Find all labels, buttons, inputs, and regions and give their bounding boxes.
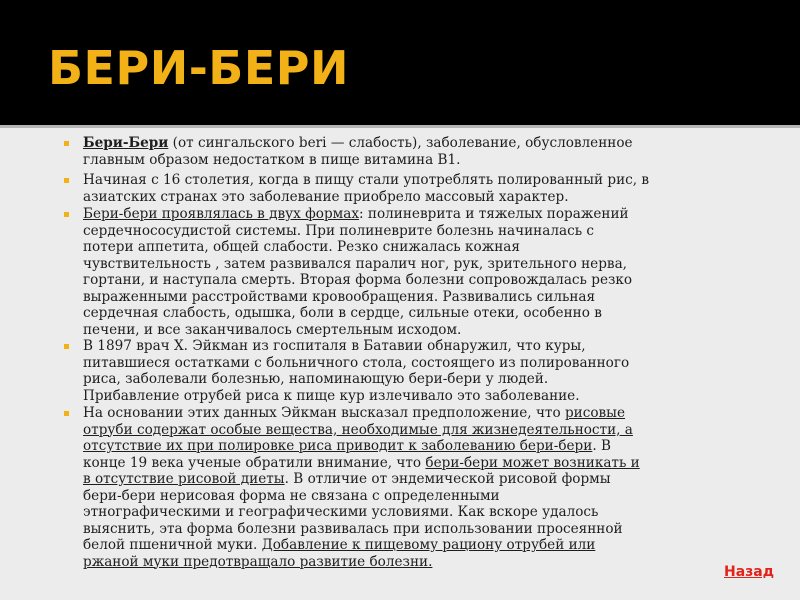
text-segment: . В [592,438,611,454]
bullet-line [83,537,595,553]
text-segment: потери аппетита, общей слабости. Резко снижалась кожная [83,239,520,255]
bullet-line [83,355,629,371]
text-segment: чувствительность , затем развивался паралич ног, рук, зрительного нерва, [83,255,628,272]
bullet-line [83,405,625,421]
bullet-line [83,223,594,239]
text-segment: сердечная слабость, одышка, боли в сердце, сильные отеки, особенно в [83,305,602,321]
bullet-line [83,388,580,404]
text-segment: этнографическими и географическими условиями. Как вскоре удалось [83,504,599,520]
bullet-line [83,322,461,338]
bullet-line [83,338,586,354]
bullet-line [83,152,460,168]
bullet-line [83,206,629,222]
text-segment: бери-бери нерисовая форма не связана с определенными [83,487,500,504]
underlined-text: отруби содержат особые вещества, необходимые для жизнедеятельности, а [83,421,633,438]
back-link[interactable]: Назад [724,564,775,580]
text-segment: В 1897 врач Х. Эйкман из госпиталя в Батавии обнаружил, что куры, [83,338,586,354]
underlined-text: Бери-бери проявлялась в двух формах [83,206,360,222]
underlined-text: бери-бери может возникать и [425,454,640,471]
text-segment: главным образом недостатком в пище витамина В1. [83,151,461,168]
text-segment: Прибавление отрубей риса к пище кур излечивало это заболевание. [83,387,580,404]
underlined-text: Добавление к пищевому рациону отрубей или [261,537,596,553]
bullet-line [83,422,633,438]
bullet-marker-icon [64,141,69,146]
text-segment: белой пшеничной муки. [83,537,262,553]
text-segment: . В отличие от эндемической рисовой формы [284,471,611,487]
underlined-text: отсутствие их при полировке риса приводит к заболеванию бери-бери [83,438,593,454]
bullet-line [83,371,548,387]
bullet-marker-icon [64,344,69,349]
bullet-marker-icon [64,411,69,416]
bullet-line [83,504,598,520]
text-segment: сердечнососудистой системы. При полиневрите болезнь начиналась с [83,222,595,239]
bullet-line [83,455,640,471]
text-segment: Начиная с 16 столетия, когда в пищу стали употреблять полированный рис, в [83,172,650,188]
underlined-text: ржаной муки предотвращало развитие болезни. [83,553,433,570]
bullet-line [83,305,602,321]
underlined-text: Бери-Бери [83,135,169,151]
header-divider [0,125,800,128]
bullet-line [83,438,611,454]
bullet-line [83,289,595,305]
bullet-line [83,488,500,504]
title-bar [0,0,800,125]
text-segment: гортани, и наступала смерть. Вторая форма болезни сопровождалась резко [83,272,633,288]
text-segment: питавшиеся остатками с больничного стола, состоящего из полированного [83,354,630,371]
underlined-text: рисовые [564,405,626,421]
bullet-line [83,471,611,487]
text-segment: азиатских странах это заболевание приобрело массовый характер. [83,188,569,205]
bullet-line [83,272,632,288]
bullet-marker-icon [64,212,69,217]
bullet-line [83,521,623,537]
bullet-marker-icon [64,178,69,183]
text-segment: : полиневрита и тяжелых поражений [359,206,629,222]
text-segment: выраженными расстройствами кровообращения. Развивались сильная [83,288,596,305]
bullet-line [83,135,633,151]
text-segment: печени, и все заканчивалось смертельным исходом. [83,321,462,338]
underlined-text: в отсутствие рисовой диеты [83,471,285,487]
bullet-line [83,189,569,205]
bullet-line [83,256,627,272]
slide-title: БЕРИ-БЕРИ [48,41,349,95]
bullet-line [83,172,649,188]
text-segment: риса, заболевали болезнью, напоминающую бери-бери у людей. [83,371,549,387]
bullet-line [83,239,520,255]
text-segment: конце 19 века ученые обратили внимание, что [83,454,426,471]
text-segment: На основании этих данных Эйкман высказал предположение, что [83,405,565,421]
text-segment: (от сингальского beri — слабость), заболевание, обусловленное [168,135,633,151]
bullet-line [83,554,432,570]
text-segment: выяснить, эта форма болезни развивалась при использовании просеянной [83,520,623,537]
